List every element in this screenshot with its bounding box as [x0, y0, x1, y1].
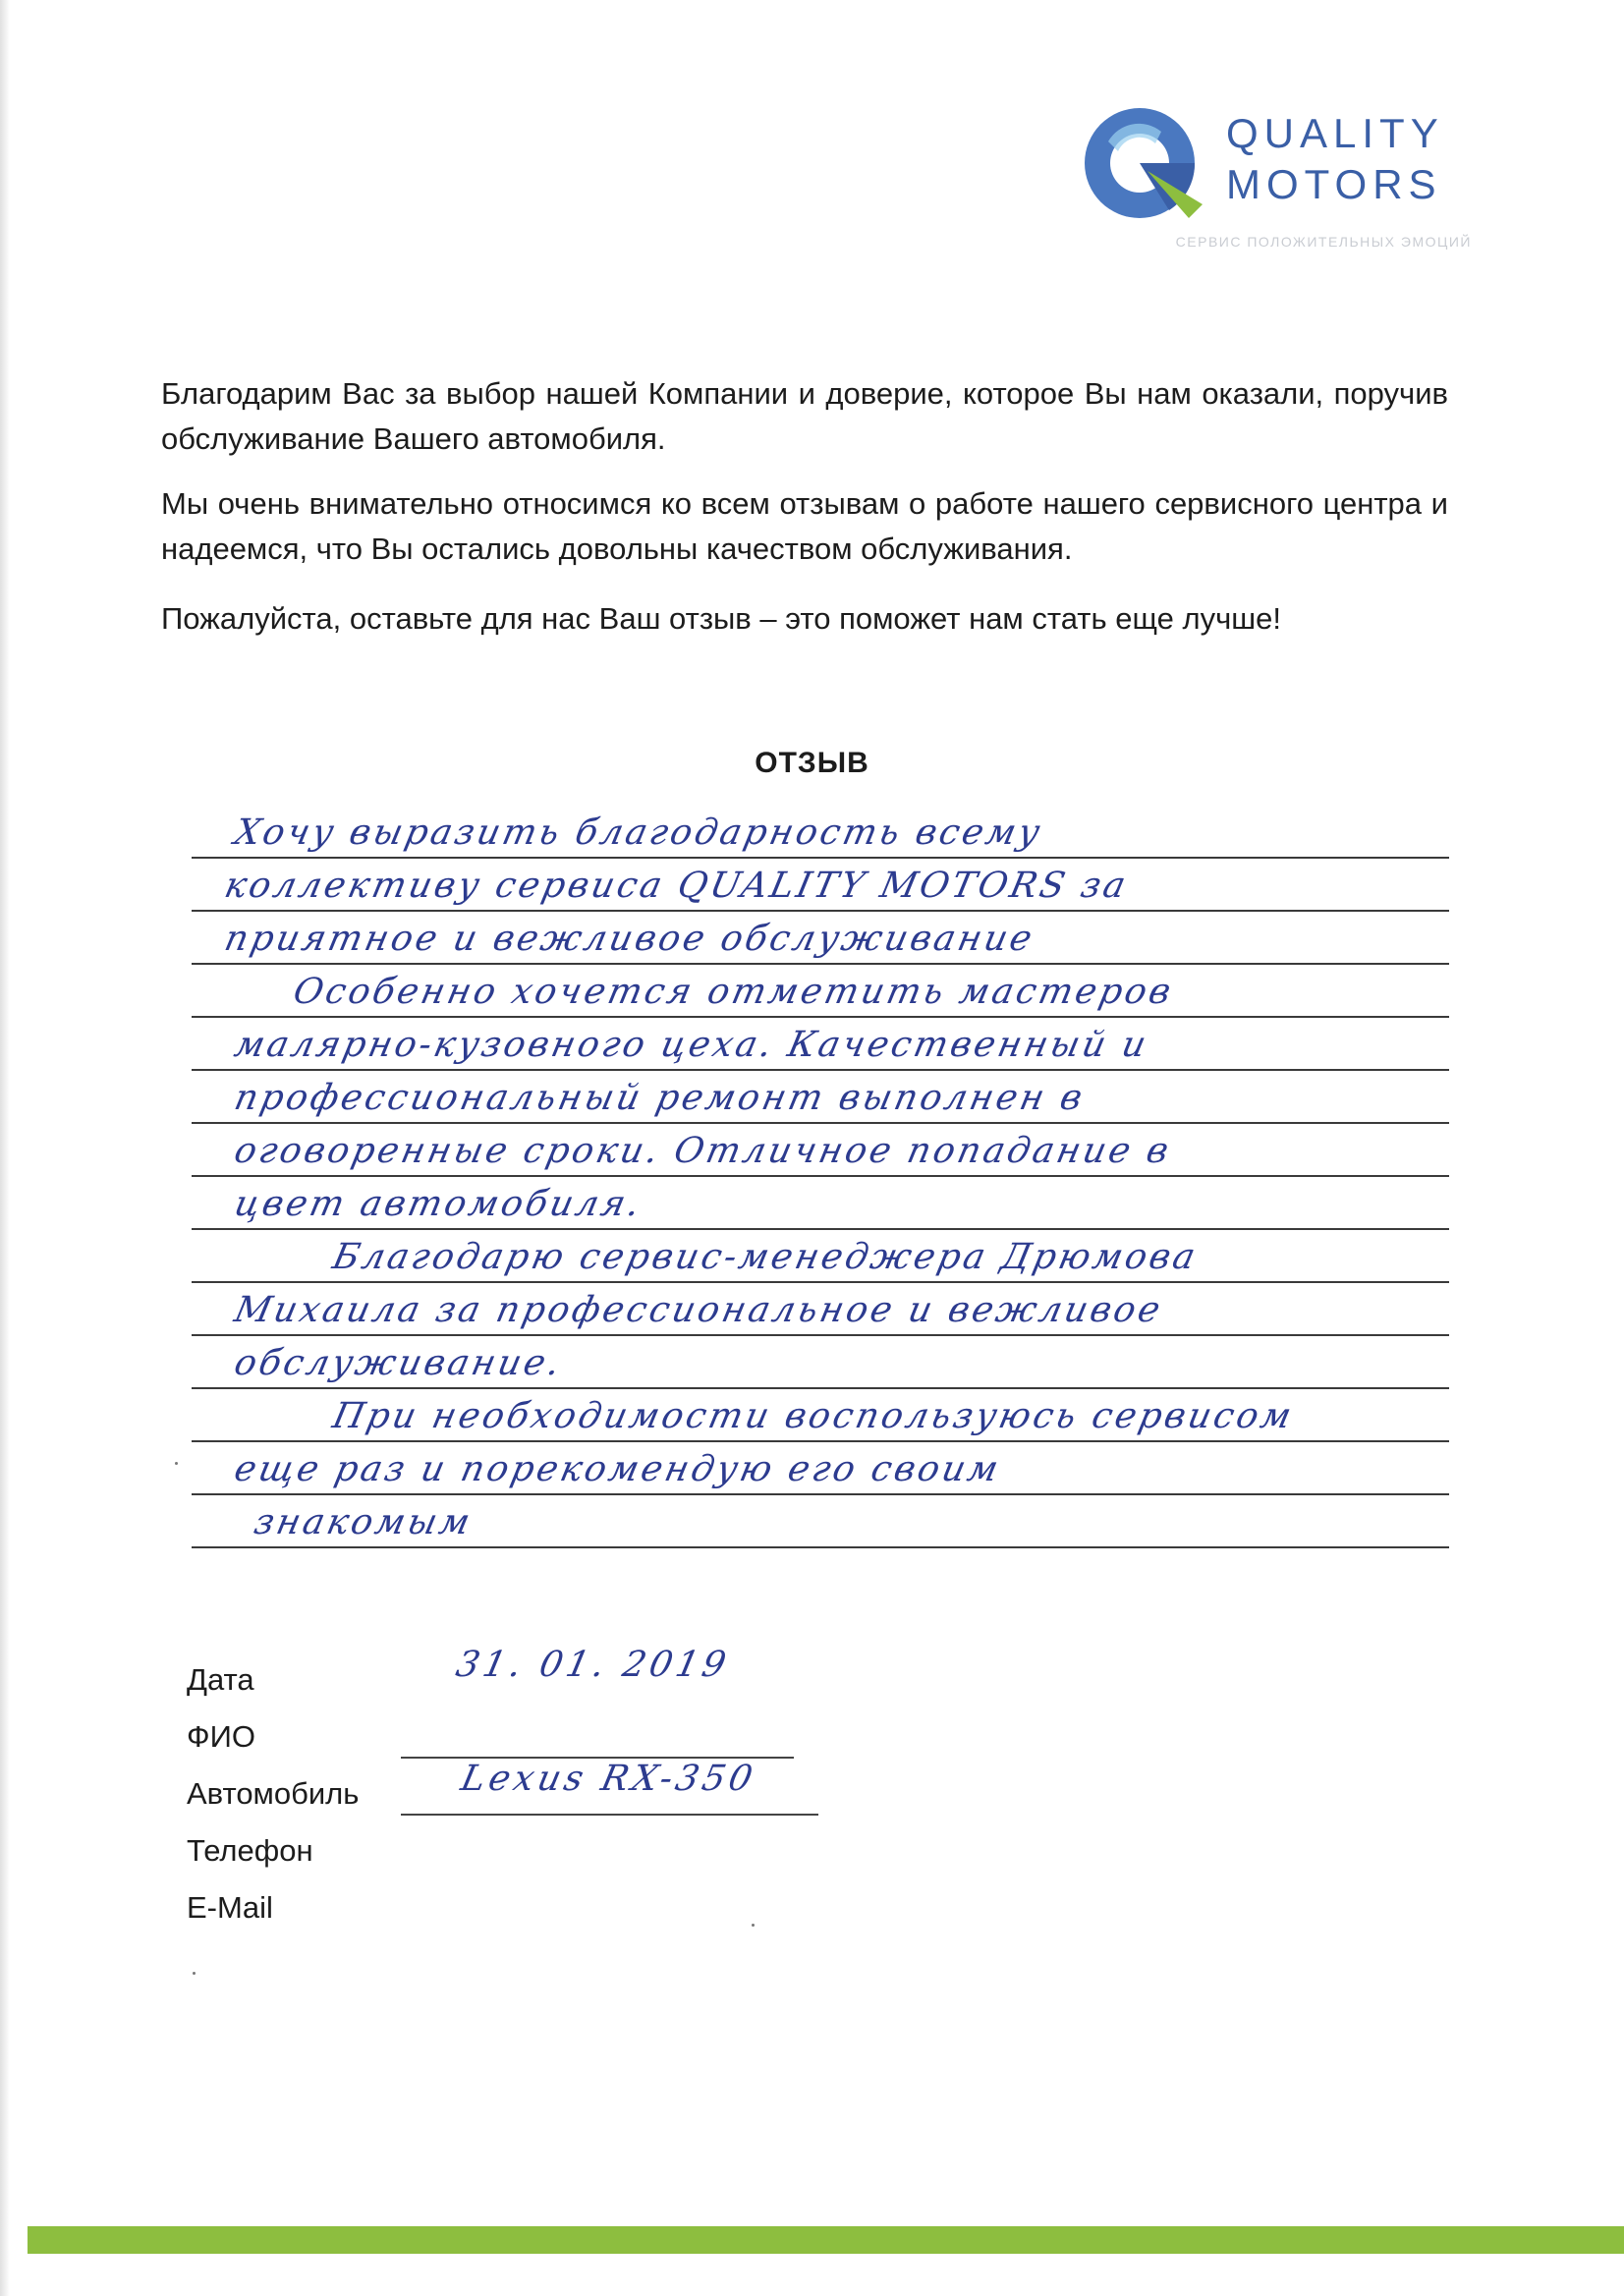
- date-value: 31. 01. 2019: [452, 1645, 734, 1685]
- review-line-text: профессиональный ремонт выполнен в: [231, 1078, 1089, 1118]
- review-line-text: коллективу сервиса QUALITY MOTORS за: [221, 866, 1133, 906]
- intro-paragraph-request: Пожалуйста, оставьте для нас Ваш отзыв – это поможет нам стать еще лучше!: [161, 601, 1281, 636]
- logo-q-mark-icon: [1079, 102, 1206, 230]
- review-line-text: Михаила за профессиональное и вежливое: [231, 1290, 1167, 1330]
- review-line: [192, 1336, 1449, 1389]
- name-label: ФИО: [187, 1719, 255, 1754]
- car-label: Автомобиль: [187, 1776, 360, 1811]
- review-line-text: Хочу выразить благодарность всему: [231, 812, 1046, 853]
- review-line-text: оговоренные сроки. Отличное попадание в: [231, 1131, 1175, 1171]
- intro-paragraph-attention: Мы очень внимательно относимся ко всем отзывам о работе нашего сервисного центра и надеемся, что Вы остались довольны качеством обслуживания.: [161, 486, 1448, 566]
- review-line-text: еще раз и порекомендую его своим: [231, 1449, 1005, 1489]
- logo-word-motors: MOTORS: [1226, 161, 1442, 207]
- review-line-text: Благодарю сервис-менеджера Дрюмова: [329, 1237, 1202, 1277]
- review-line: [192, 859, 1449, 912]
- car-value: Lexus RX-350: [457, 1759, 760, 1799]
- review-line-text: обслуживание.: [231, 1343, 567, 1383]
- review-line: [192, 1124, 1449, 1177]
- review-line: [192, 1071, 1449, 1124]
- scan-speck: [193, 1972, 196, 1975]
- date-row: [187, 1645, 874, 1708]
- review-line: [192, 1389, 1449, 1442]
- review-line: [192, 1283, 1449, 1336]
- review-line: [192, 1442, 1449, 1495]
- logo-tagline: СЕРВИС ПОЛОЖИТЕЛЬНЫХ ЭМОЦИЙ: [1175, 234, 1472, 250]
- review-line: [192, 1018, 1449, 1071]
- phone-label: Телефон: [187, 1833, 313, 1868]
- intro-paragraph-thanks: Благодарим Вас за выбор нашей Компании и доверие, которое Вы нам оказали, поручив обслуживание Вашего автомобиля.: [161, 376, 1448, 456]
- review-line: [192, 1177, 1449, 1230]
- email-row: [187, 1878, 874, 1935]
- review-line: [192, 806, 1449, 859]
- email-label: E-Mail: [187, 1890, 273, 1925]
- name-row: [187, 1708, 874, 1764]
- review-line-text: цвет автомобиля.: [231, 1184, 646, 1224]
- review-handwritten-lines: [192, 806, 1449, 1548]
- contact-form: [187, 1645, 874, 1935]
- logo-word-quality: QUALITY: [1226, 110, 1444, 156]
- car-row: [187, 1759, 874, 1821]
- review-line: [192, 965, 1449, 1018]
- footer-green-bar: [28, 2226, 1624, 2254]
- review-line-text: приятное и вежливое обслуживание: [221, 919, 1038, 959]
- date-label: Дата: [187, 1662, 254, 1697]
- company-logo: [1079, 96, 1472, 263]
- phone-row: [187, 1821, 874, 1878]
- scan-edge: [0, 0, 10, 2296]
- review-heading: ОТЗЫВ: [755, 747, 869, 779]
- review-line: [192, 1495, 1449, 1548]
- review-line-text: малярно-кузовного цеха. Качественный и: [231, 1025, 1152, 1065]
- review-line: [192, 1230, 1449, 1283]
- car-underline: [401, 1814, 818, 1816]
- review-line-text: При необходимости воспользуюсь сервисом: [329, 1396, 1298, 1436]
- review-line-text: знакомым: [251, 1502, 476, 1542]
- scan-speck: [175, 1462, 178, 1465]
- scan-speck: [752, 1924, 755, 1927]
- review-line: [192, 912, 1449, 965]
- review-line-text: Особенно хочется отметить мастеров: [290, 972, 1178, 1012]
